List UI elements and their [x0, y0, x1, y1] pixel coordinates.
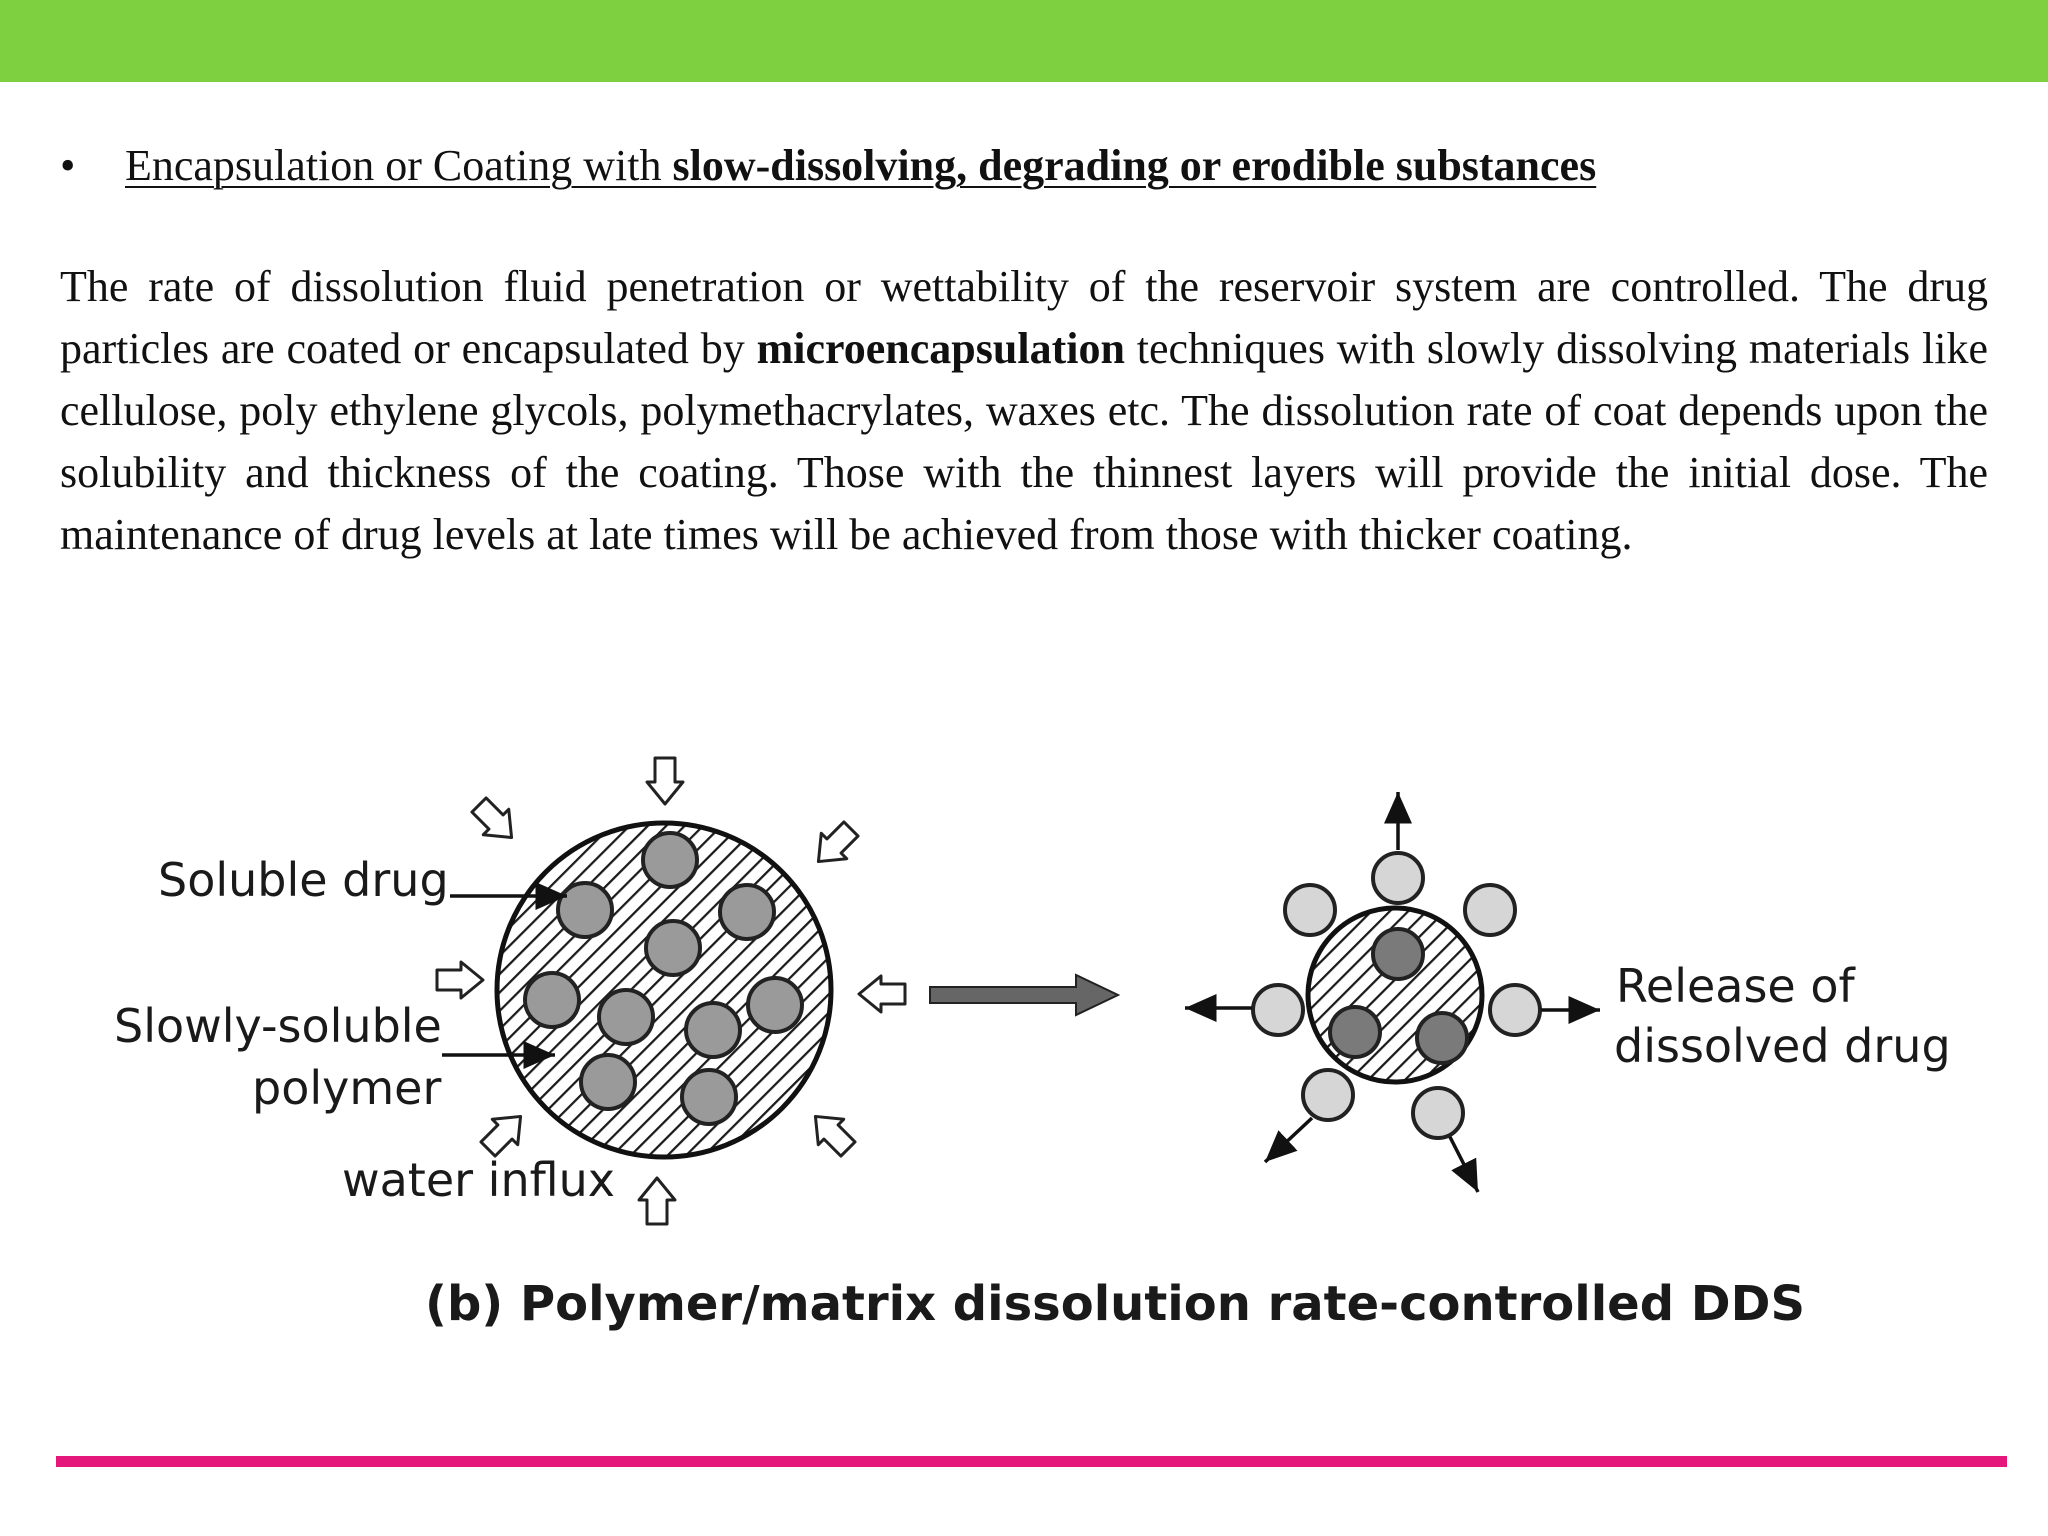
label-release-line1: Release of	[1616, 959, 1855, 1013]
dds-figure	[0, 700, 2048, 1380]
top-accent-band	[0, 0, 2048, 82]
paragraph-part1: The rate of dissolution fluid penetration or wettability of the reservoir system are controlled. The drug particles are coated or encapsulated by	[60, 262, 1988, 373]
heading-plain: Encapsulation or Coating with	[125, 141, 673, 190]
paragraph-part2: techniques with slowly dissolving materials like cellulose, poly ethylene glycols, polymethacrylates, waxes etc. The dissolution rate of coat depends upon the solubility and thickness of the coating. Those with the thinnest layers will provide the initial dose. The maintenance of drug levels at late times will be achieved from those with thicker coating.	[60, 324, 1988, 559]
bottom-accent-rule	[56, 1456, 2007, 1467]
paragraph-bold: microencapsulation	[756, 324, 1125, 373]
bullet-glyph: •	[60, 141, 76, 190]
dds-diagram	[0, 700, 2048, 1380]
matrix-particle	[497, 823, 831, 1157]
label-release-line2: dissolved drug	[1614, 1019, 1951, 1073]
heading-text	[125, 136, 1596, 196]
body-paragraph	[60, 256, 1988, 566]
figure-caption: (b) Polymer/matrix dissolution rate-controlled DDS	[425, 1276, 1806, 1332]
heading-bold: slow-dissolving, degrading or erodible substances	[672, 141, 1597, 190]
label-water-influx: water influx	[342, 1153, 615, 1207]
label-polymer-line1: Slowly-soluble	[114, 999, 442, 1053]
label-polymer-line2: polymer	[252, 1061, 442, 1115]
dissolving-particle	[1253, 853, 1540, 1138]
transition-arrow	[930, 975, 1118, 1015]
label-soluble-drug: Soluble drug	[158, 853, 449, 907]
